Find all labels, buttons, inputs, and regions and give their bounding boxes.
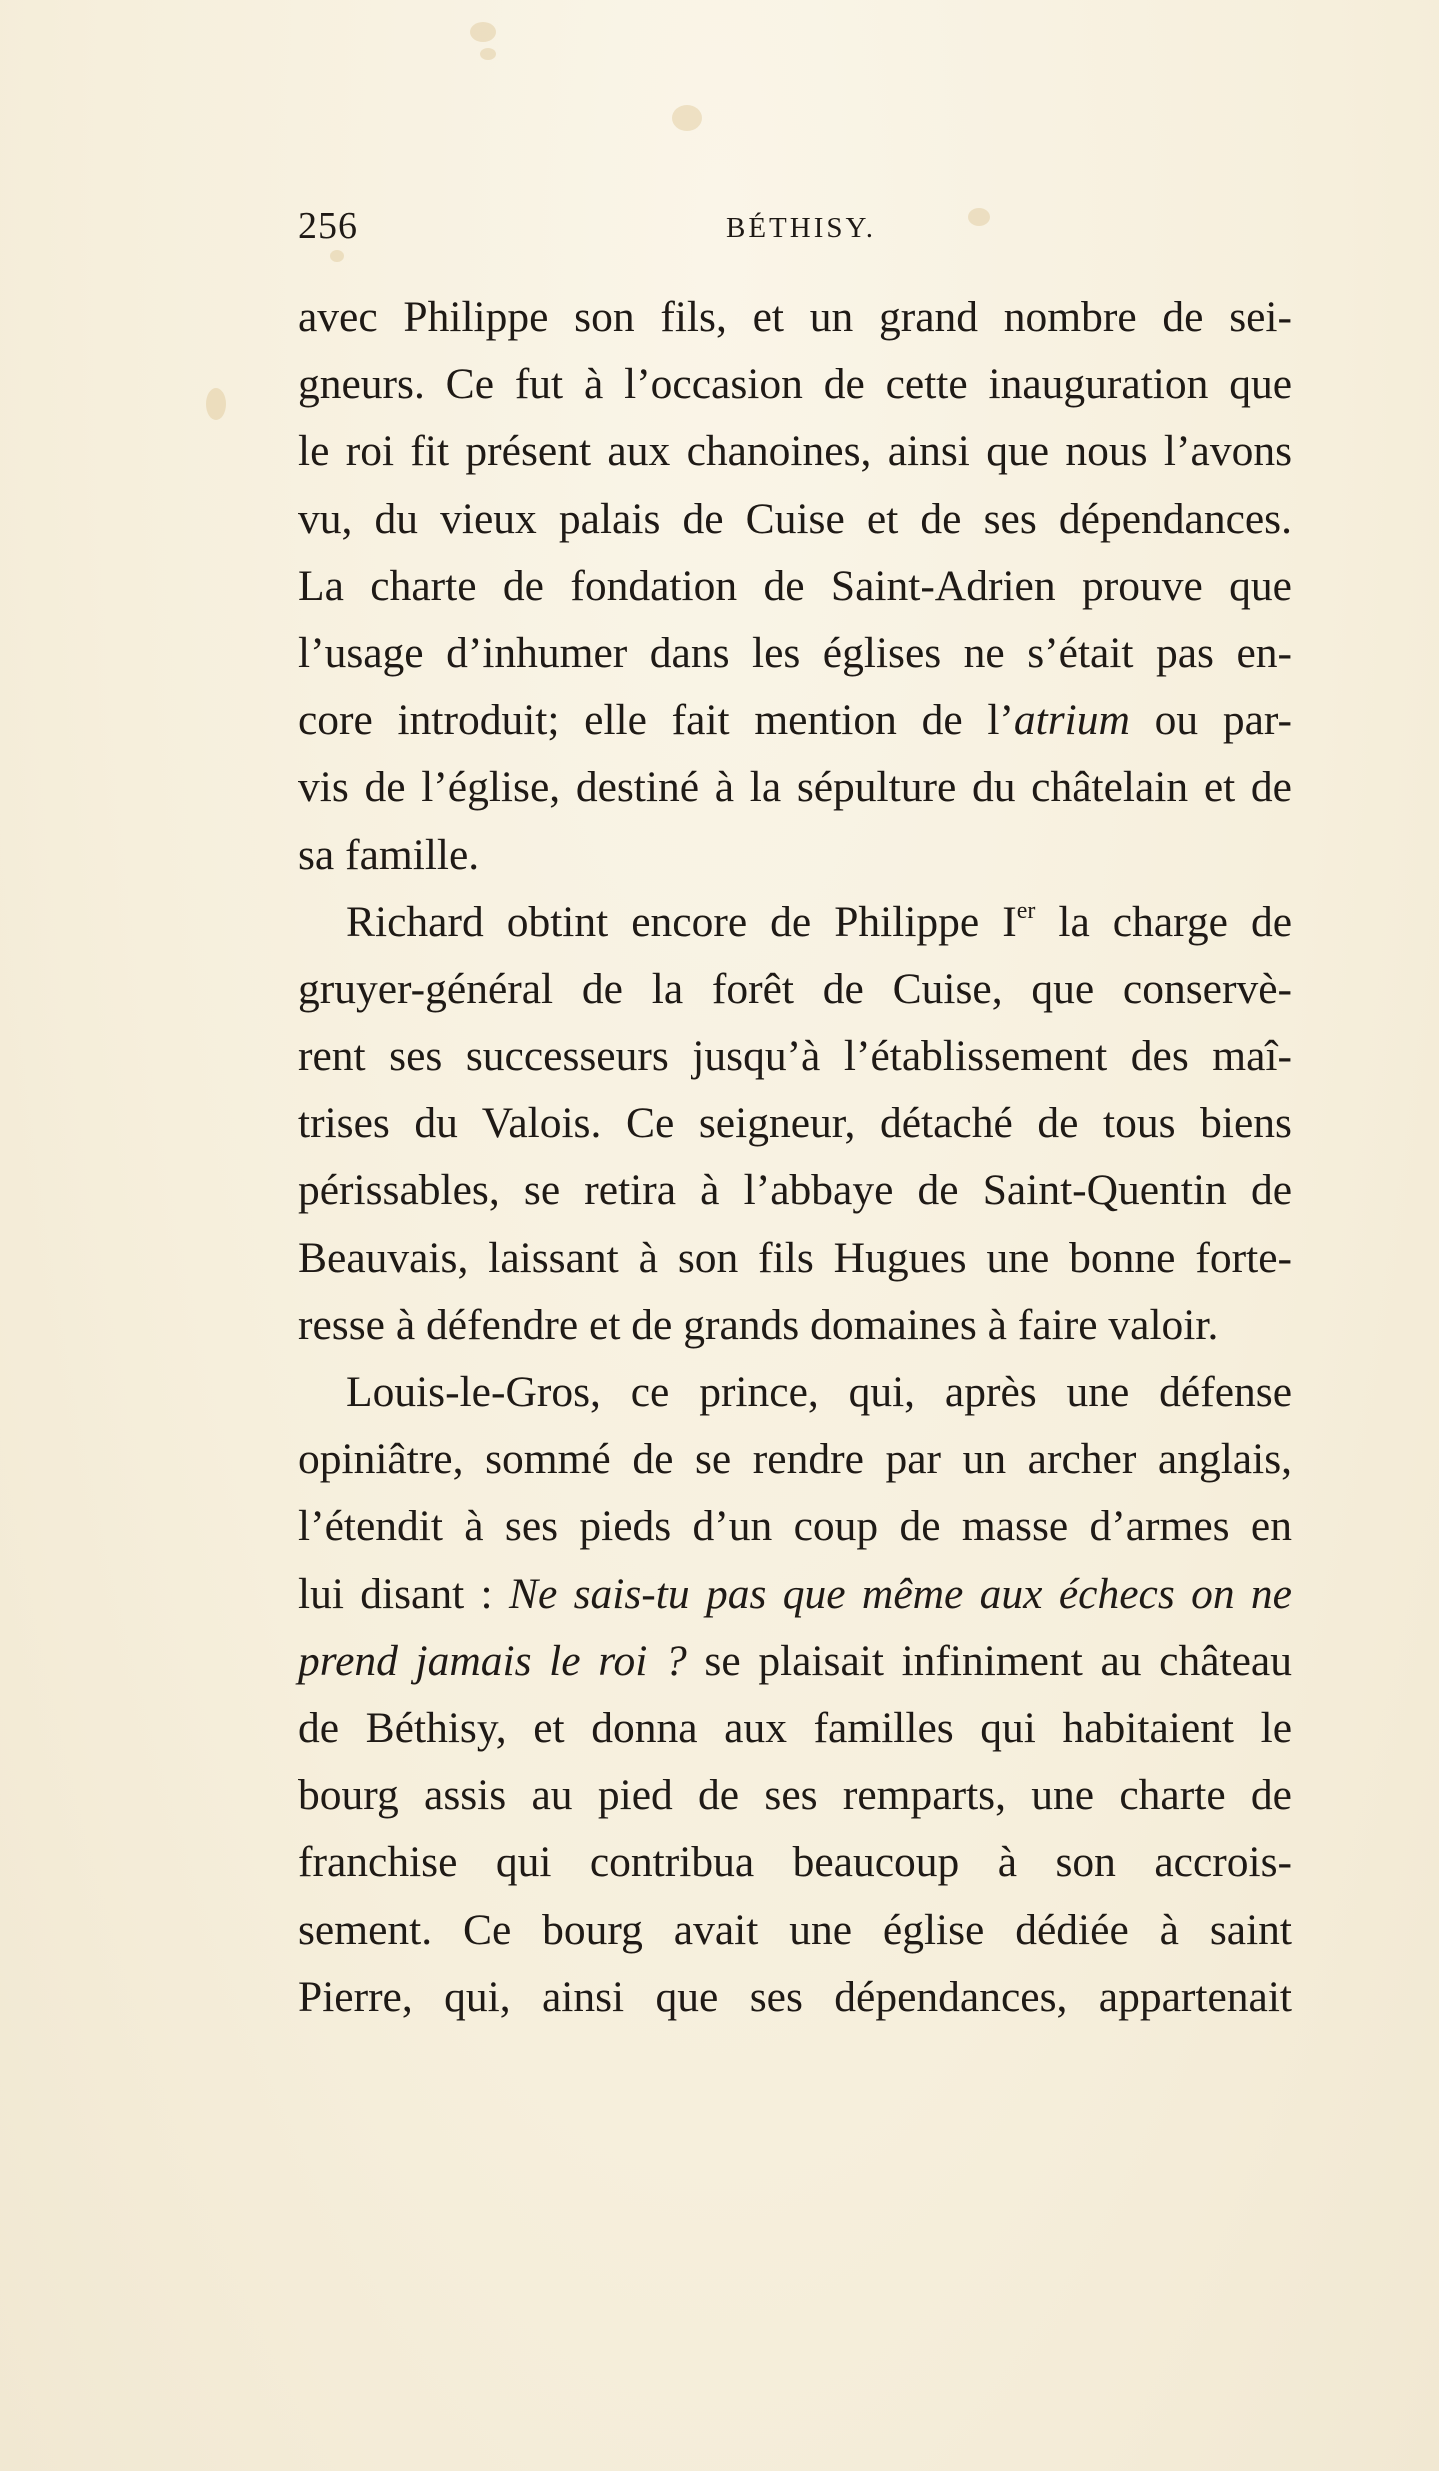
foxing-spot [470, 22, 496, 42]
text-line: vis de l’église, destiné à la sépulture du châtelain et de [298, 763, 1292, 812]
text-line: l’usage d’inhumer dans les églises ne s’était pas en- [298, 628, 1292, 677]
text-line: avec Philippe son fils, et un grand nombre de sei- [298, 293, 1292, 341]
text-line: rent ses successeurs jusqu’à l’établissement des maî- [298, 1032, 1292, 1081]
text-line: resse à défendre et de grands domaines à faire valoir. [298, 1300, 1219, 1349]
superscript: er [1016, 897, 1036, 924]
text-line: Beauvais, laissant à son fils Hugues une bonne forte- [298, 1233, 1292, 1282]
text-line [298, 687, 1292, 754]
body-text [298, 284, 1292, 2031]
text-run: ou par- [1129, 696, 1292, 745]
text-line: opiniâtre, sommé de se rendre par un archer anglais, [298, 1435, 1292, 1484]
text-line: sa famille. [298, 830, 480, 879]
text-run: lui disant : [298, 1569, 509, 1618]
foxing-spot [672, 105, 702, 131]
foxing-spot [480, 48, 496, 60]
italic-text: Ne sais-tu pas que même aux échecs on ne [508, 1569, 1292, 1618]
text-line: périssables, se retira à l’abbaye de Saint-Quentin de [298, 1166, 1292, 1215]
text-line: le roi fit présent aux chanoines, ainsi que nous l’avons [298, 427, 1292, 476]
text-run: Richard obtint encore de Philippe I [346, 897, 1017, 946]
text-line: La charte de fondation de Saint-Adrien prouve que [298, 561, 1292, 610]
text-line [298, 1561, 1292, 1628]
text-line: l’étendit à ses pieds d’un coup de masse d’armes en [298, 1502, 1292, 1551]
text-run: core introduit; elle fait mention de l’ [298, 696, 1014, 745]
text-line [298, 889, 1292, 956]
text-line: Pierre, qui, ainsi que ses dépendances, appartenait [298, 1972, 1292, 2021]
text-line: gneurs. Ce fut à l’occasion de cette inauguration que [298, 360, 1292, 409]
page-number: 256 [298, 205, 358, 247]
running-head: BÉTHISY. [726, 212, 876, 244]
text-line: Louis-le-Gros, ce prince, qui, après une défense [346, 1368, 1292, 1416]
text-line: gruyer-général de la forêt de Cuise, que conservè- [298, 964, 1292, 1013]
text-line: franchise qui contribua beaucoup à son accrois- [298, 1838, 1292, 1887]
italic-text: prend jamais le roi ? [298, 1636, 687, 1685]
page-header [298, 204, 1292, 254]
text-run: la charge de [1035, 897, 1292, 946]
text-line: sement. Ce bourg avait une église dédiée à saint [298, 1905, 1292, 1954]
text-line: trises du Valois. Ce seigneur, détaché de tous biens [298, 1099, 1292, 1148]
foxing-spot [206, 388, 226, 420]
text-line: vu, du vieux palais de Cuise et de ses dépendances. [298, 494, 1292, 543]
text-run: se plaisait infiniment au château [686, 1636, 1292, 1685]
italic-text: atrium [1013, 696, 1130, 745]
text-line [298, 1628, 1292, 1695]
text-line: de Béthisy, et donna aux familles qui habitaient le [298, 1703, 1292, 1752]
text-line: bourg assis au pied de ses remparts, une charte de [298, 1771, 1292, 1820]
